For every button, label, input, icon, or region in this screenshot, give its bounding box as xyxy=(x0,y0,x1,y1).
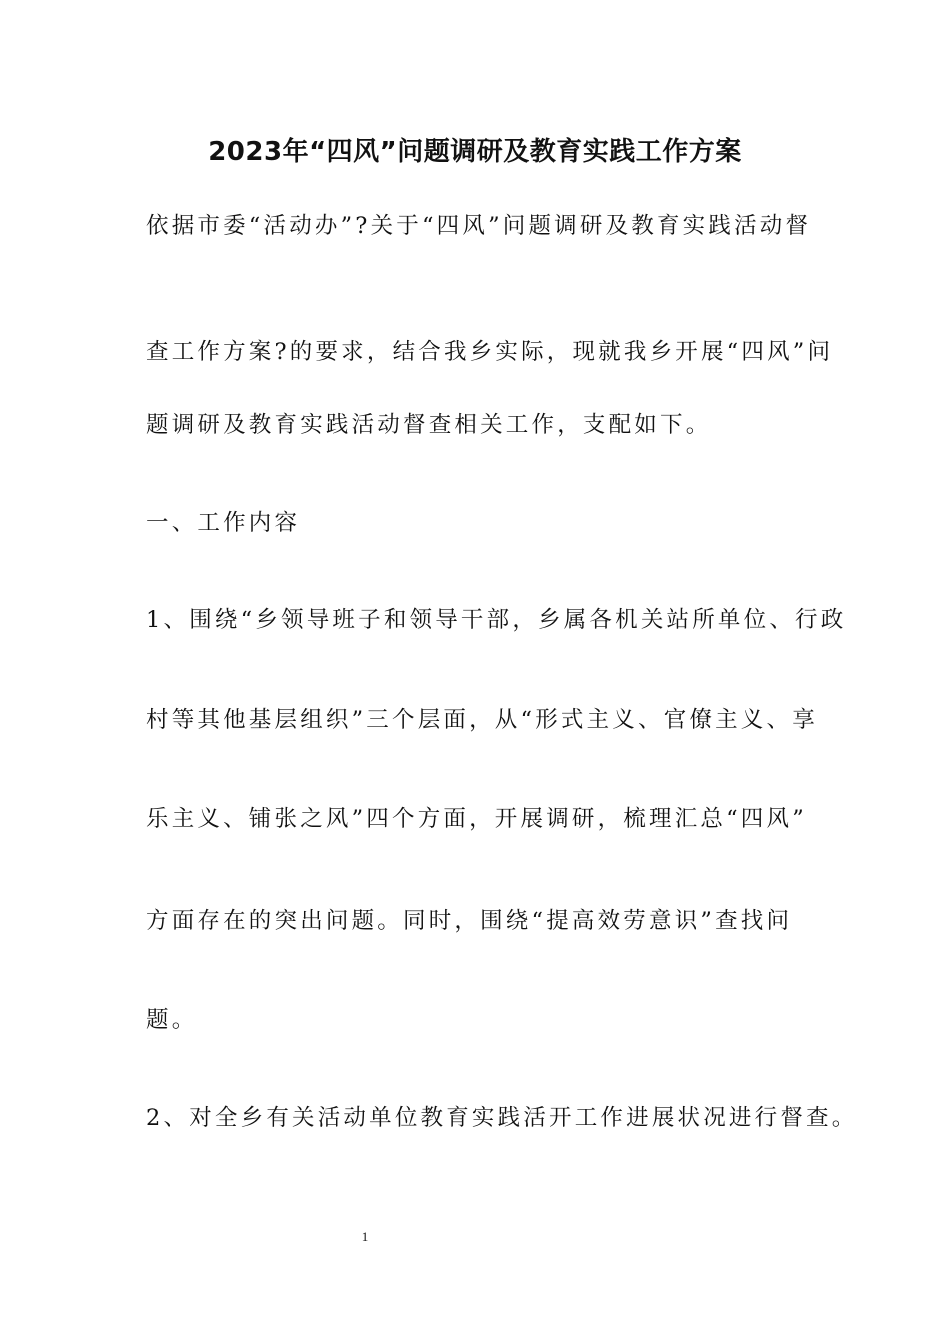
section-heading: 一、工作内容 xyxy=(146,510,301,536)
paragraph-line-8: 题。 xyxy=(146,1007,198,1033)
paragraph-line-3: 题调研及教育实践活动督查相关工作，支配如下。 xyxy=(146,412,712,438)
paragraph-line-2: 查工作方案?的要求，结合我乡实际，现就我乡开展“四风”问 xyxy=(146,339,834,365)
document-title: 2023年“四风”问题调研及教育实践工作方案 xyxy=(208,137,742,167)
paragraph-line-9: 2、对全乡有关活动单位教育实践活开工作进展状况进行督查。 xyxy=(146,1105,858,1131)
paragraph-line-5: 村等其他基层组织”三个层面，从“形式主义、官僚主义、享 xyxy=(146,707,818,733)
page-number: 1 xyxy=(361,1229,369,1244)
paragraph-line-7: 方面存在的突出问题。同时，围绕“提高效劳意识”查找问 xyxy=(146,908,793,934)
paragraph-line-1: 依据市委“活动办”?关于“四风”问题调研及教育实践活动督 xyxy=(146,213,812,239)
paragraph-line-4: 1、围绕“乡领导班子和领导干部，乡属各机关站所单位、行政 xyxy=(146,607,847,633)
paragraph-line-6: 乐主义、铺张之风”四个方面，开展调研，梳理汇总“四风” xyxy=(146,806,807,832)
